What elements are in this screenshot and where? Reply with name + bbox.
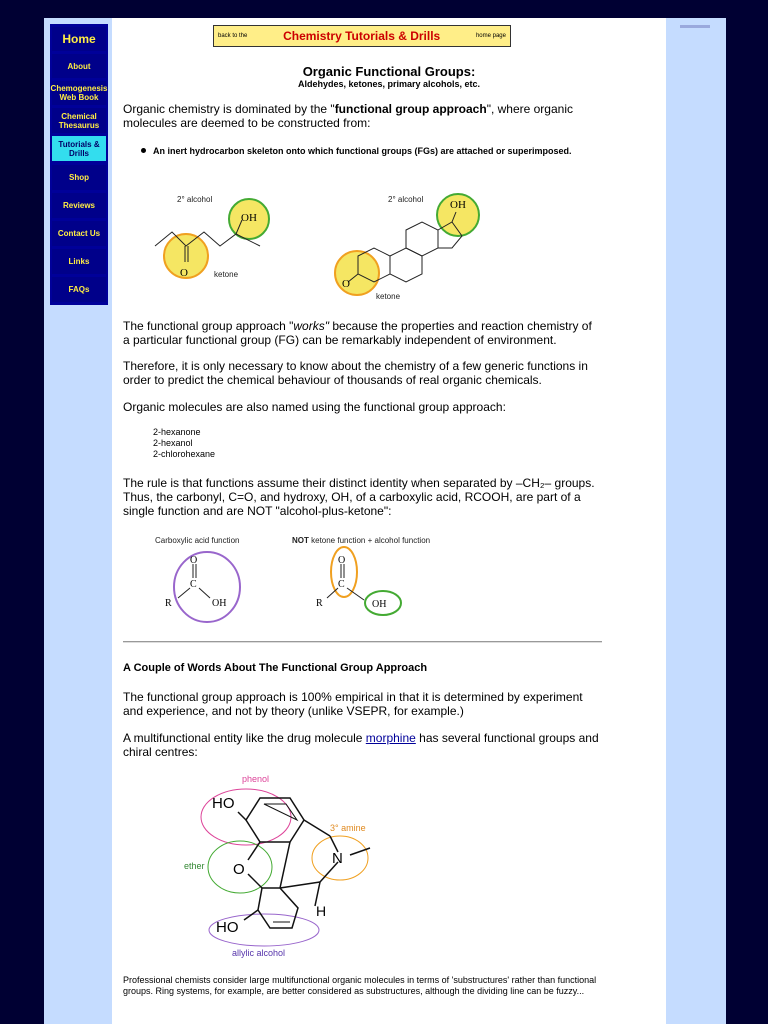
banner-suffix: home page: [475, 33, 506, 39]
morphine-diagram: [180, 770, 380, 962]
not-oh: OH: [372, 599, 387, 610]
bullet-item: An inert hydrocarbon skeleton onto which functional groups (FGs) are attached or superimposed.: [153, 146, 572, 156]
morphine-text-start: A multifunctional entity like the drug molecule: [123, 731, 366, 745]
generic-functions-paragraph: Therefore, it is only necessary to know about the chemistry of a few generic functions in order to predict the chemical behaviour of thousands of real organic chemicals.: [123, 359, 588, 387]
intro-text-end: ", where organic molecules are deemed to be constructed from:: [123, 102, 573, 130]
naming-paragraph: Organic molecules are also named using the functional group approach:: [123, 400, 506, 414]
name-item: 2-hexanol: [153, 438, 193, 448]
intro-text-start: Organic chemistry is dominated by the ": [123, 102, 335, 116]
allylic-label: allylic alcohol: [232, 948, 286, 958]
acid-o: O: [190, 555, 198, 566]
amine-label: 3° amine: [330, 823, 366, 833]
acid-c: C: [190, 579, 197, 590]
ketone-label-1: ketone: [214, 270, 239, 279]
chiral-h: H: [316, 903, 327, 919]
ether-bond-2: [248, 874, 262, 888]
acid-r: R: [165, 598, 172, 609]
sidebar-nav: [50, 24, 108, 305]
not-bold: NOT: [292, 536, 309, 545]
nav-home[interactable]: Home: [52, 27, 106, 51]
not-c: C: [338, 579, 345, 590]
acid-oh-bond: [199, 588, 210, 598]
ring-bond-1: [304, 820, 330, 836]
carboxylic-acid-diagram: [150, 530, 255, 625]
aromatic-inner: [264, 804, 297, 820]
nav-contact-us[interactable]: Contact Us: [52, 221, 106, 246]
alcohol-label-2: 2° alcohol: [388, 195, 424, 204]
ring-c: [406, 222, 438, 256]
ho-bond: [238, 812, 246, 820]
morphine-paragraph: [123, 731, 603, 759]
ketone-o-1: O: [180, 267, 188, 279]
alcohol-label-1: 2° alcohol: [177, 195, 213, 204]
bridge-bond: [280, 842, 290, 888]
page-subtitle: Aldehydes, ketones, primary alcohols, etc.: [297, 79, 481, 89]
nav-links[interactable]: Links: [52, 249, 106, 274]
name-item: 2-chlorohexane: [153, 449, 216, 459]
acid-r-bond: [178, 588, 190, 598]
aromatic-ring: [246, 798, 304, 842]
nav-faqs[interactable]: FAQs: [52, 277, 106, 302]
steroid-diagram: [328, 186, 488, 304]
rule-paragraph: The rule is that functions assume their distinct identity when separated by –CH₂– groups. Thus, the carbonyl, C=O, and hydroxy, OH, of a carboxylic acid, RCOOH, are part of a single function and are NOT "alcohol-plus-ketone":: [123, 476, 595, 518]
ketone-label-2: ketone: [376, 292, 401, 301]
works-text-end: because the properties and reaction chemistry of a particular functional group (FG) can be remarkably independent of environment.: [123, 319, 592, 347]
works-paragraph: [123, 319, 598, 347]
names-list: [153, 427, 215, 460]
ether-o: O: [233, 861, 245, 878]
ether-label: ether: [184, 861, 205, 871]
acid-circle: [174, 552, 240, 622]
acid-oh: OH: [212, 598, 227, 609]
not-ketone-alcohol-diagram: [290, 530, 470, 625]
morphine-link[interactable]: morphine: [365, 731, 416, 745]
nav-reviews[interactable]: Reviews: [52, 193, 106, 218]
right-sidebar: [668, 18, 726, 1024]
nav-about[interactable]: About: [52, 54, 106, 78]
nav-tutorials-drills[interactable]: Tutorials & Drills: [52, 136, 106, 161]
works-text-start: The functional group approach ": [123, 319, 294, 333]
nav-chemogenesis-web-book[interactable]: Chemogenesis Web Book: [52, 81, 106, 105]
intro-bold-term: functional group approach: [334, 102, 487, 116]
allylic-ho: HO: [216, 919, 239, 936]
section-divider: [123, 641, 602, 643]
morphine-text-end: has several functional groups and chiral centres:: [123, 731, 599, 759]
hexane-diagram: [150, 188, 280, 293]
nav-shop[interactable]: Shop: [52, 165, 106, 190]
not-label-rest: ketone function + alcohol function: [308, 536, 431, 545]
intro-paragraph: [123, 102, 598, 130]
amine-n: N: [332, 850, 343, 867]
acid-label: Carboxylic acid function: [155, 536, 240, 545]
not-o: O: [338, 555, 346, 566]
page-title: Organic Functional Groups:: [302, 64, 476, 79]
alcohol-oh-2: OH: [450, 199, 466, 211]
ketone-o-2: O: [342, 278, 350, 290]
substructures-paragraph: Professional chemists consider large multifunctional organic molecules in terms of 'substructures' rather than functional groups. Ring systems, for example, are better considered as substructures, although the dividing line can be fuzzy...: [123, 975, 597, 996]
bullet-dot: [141, 148, 146, 153]
alcohol-oh-1: OH: [241, 212, 257, 224]
empirical-paragraph: The functional group approach is 100% empirical in that it is determined by experiment and experience, and not by theory (unlike VSEPR, for example.): [123, 690, 583, 718]
phenol-label: phenol: [242, 774, 270, 784]
banner-prefix: back to the: [218, 33, 248, 39]
tutorials-home-banner[interactable]: [213, 25, 511, 47]
nav-chemical-thesaurus[interactable]: Chemical Thesaurus: [52, 108, 106, 133]
phenol-ho: HO: [212, 795, 235, 812]
works-italic: works": [293, 319, 329, 333]
section-heading: A Couple of Words About The Functional Group Approach: [123, 662, 428, 674]
banner-title: Chemistry Tutorials & Drills: [283, 29, 441, 43]
not-r: R: [316, 598, 323, 609]
ring-bond-3: [280, 882, 320, 888]
not-label: [292, 536, 430, 545]
name-item: 2-hexanone: [153, 427, 201, 437]
right-sidebar-mark: [680, 25, 710, 28]
